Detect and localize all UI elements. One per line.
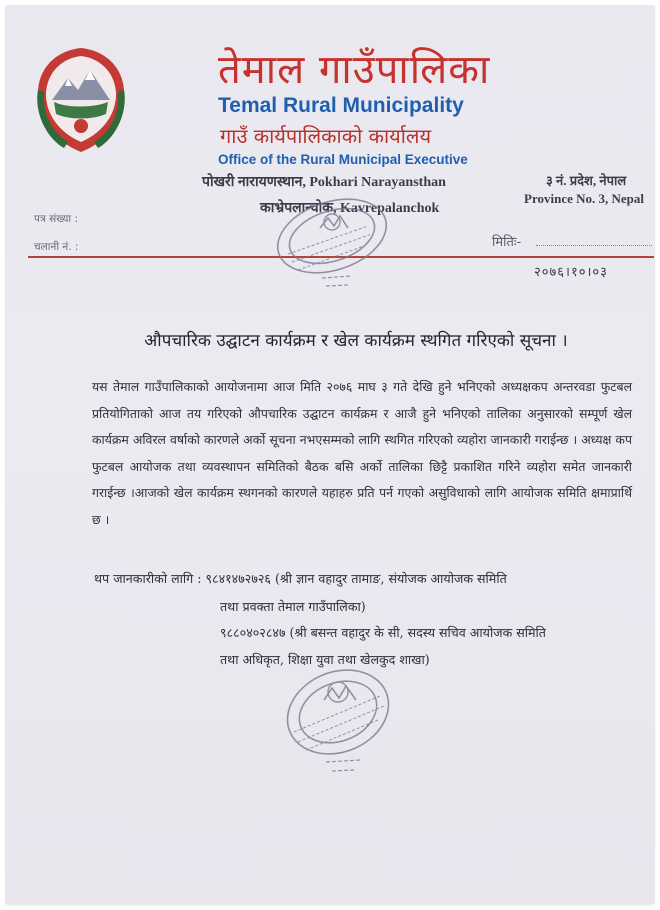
office-seal-stamp-icon (276, 654, 402, 778)
letter-number-label: पत्र संख्या : (34, 213, 79, 225)
contact-line-4: तथा अधिकृत, शिक्षा युवा तथा खेलकुद शाखा) (220, 652, 430, 667)
office-seal-stamp-icon (268, 192, 396, 290)
municipality-name-english: Temal Rural Municipality (218, 94, 464, 117)
address-line-2: काभ्रेपलान्चोक, Kavrepalanchok (260, 201, 440, 216)
province-english: Province No. 3, Nepal (524, 191, 644, 206)
address-line-1: पोखरी नारायणस्थान, Pokhari Narayansthan (202, 175, 446, 190)
notice-body: यस तेमाल गाउँपालिकाको आयोजनामा आज मिति २०७६ माघ ३ गते देखि हुने भनिएको अध्यक्षकप अन्तरवडा फुटबल प्रतियोगिताको आज तय गरिएको औपचारिक उद्घाटन कार्यक्रम र आजै हुने भनिएको तालिका अनुसारको सम्पूर्ण खेल कार्यक्रम अविरल वर्षाको कारणले अर्को सूचना नभएसम्मको लागि स्थगित गरिएको व्यहोरा जानकारी गराईन्छ । अध्यक्ष कप फुटबल आयोजक तथा व्यवस्थापन समितिको बैठक बसि अर्को तालिका छिट्टै प्रकाशित गरिने व्यहोरा समेत जानकारी गराईन्छ ।आजको खेल कार्यक्रम स्थगनको कारणले यहाहरु प्रति पर्न गएको असुविधाको लागि आयोजक समिति क्षमाप्रार्थि छ । (92, 379, 632, 527)
contact-line-1: थप जानकारीको लागि : ९८४१४७२७२६ (श्री ज्ञान वहादुर तामाङ, संयोजक आयोजक समिति (94, 571, 507, 586)
office-name-english: Office of the Rural Municipal Executive (218, 152, 468, 167)
letter-sheet (6, 6, 654, 904)
municipality-emblem-icon (32, 42, 130, 158)
contact-line-3: ९८८०४०२८४७ (श्री बसन्त वहादुर के सी, सदस्य सचिव आयोजक समिति (220, 625, 546, 640)
letter-date: २०७६।१०।०३ (534, 265, 608, 280)
municipality-name-nepali: तेमाल गाउँपालिका (218, 47, 491, 93)
office-name-nepali: गाउँ कार्यपालिकाको कार्यालय (220, 124, 432, 148)
province-nepali: ३ नं. प्रदेश, नेपाल (546, 173, 627, 188)
contact-line-2: तथा प्रवक्ता तेमाल गाउँपालिका) (220, 599, 366, 614)
date-label: मितिः- (492, 235, 522, 250)
dispatch-number-label: चलानी नं. : (34, 241, 79, 253)
notice-title: औपचारिक उद्घाटन कार्यक्रम र खेल कार्यक्रम स्थगित गरिएको सूचना । (144, 331, 568, 351)
date-dotted-line (536, 245, 652, 246)
